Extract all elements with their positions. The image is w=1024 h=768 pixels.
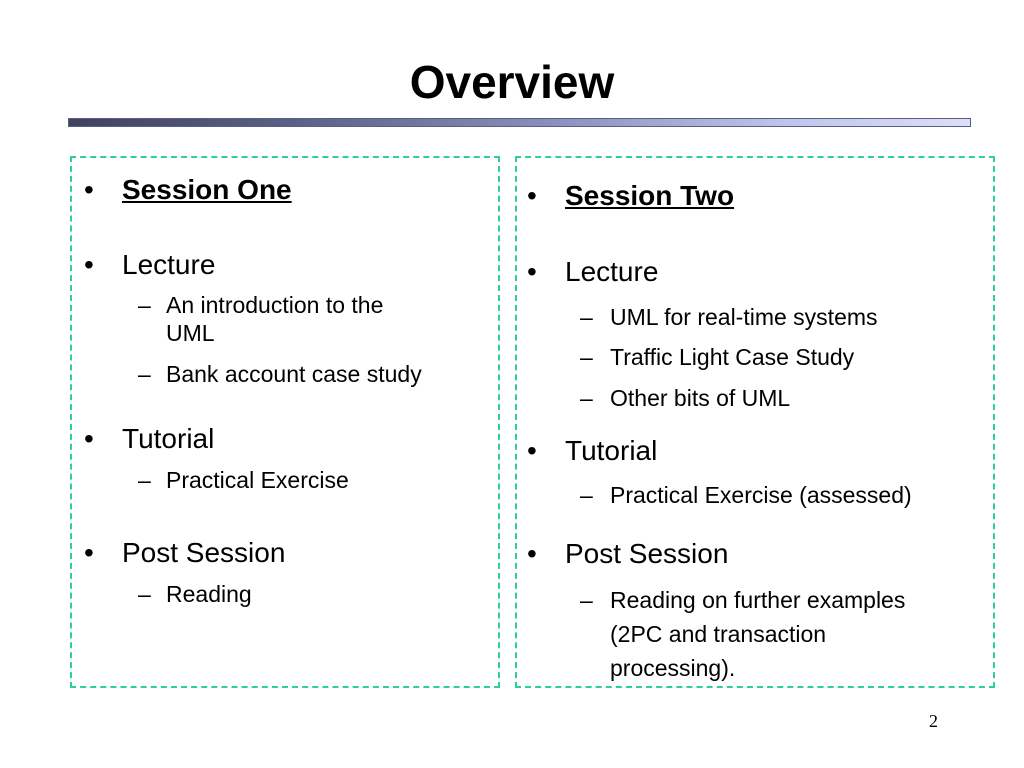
- session-two-heading: Session Two: [565, 180, 735, 211]
- bullet-icon: •: [84, 174, 94, 205]
- right-lecture-label: Lecture: [565, 256, 659, 287]
- left-lecture-item: UML: [166, 320, 215, 346]
- session-one-heading: Session One: [122, 174, 292, 205]
- right-lecture-item: Other bits of UML: [610, 385, 791, 411]
- bullet-icon: •: [84, 537, 94, 568]
- right-tutorial-item: Practical Exercise (assessed): [610, 482, 912, 508]
- bullet-icon: •: [527, 180, 537, 211]
- right-lecture-item: UML for real-time systems: [610, 304, 878, 330]
- page-number: 2: [929, 711, 938, 731]
- session-one-panel: [70, 156, 500, 688]
- left-tutorial-label: Tutorial: [122, 423, 215, 454]
- dash-icon: –: [580, 385, 593, 411]
- dash-icon: –: [580, 344, 593, 370]
- bullet-icon: •: [527, 538, 537, 569]
- right-tutorial-label: Tutorial: [565, 435, 658, 466]
- bullet-icon: •: [84, 423, 94, 454]
- dash-icon: –: [138, 467, 151, 493]
- left-tutorial-item: Practical Exercise: [166, 467, 349, 493]
- dash-icon: –: [138, 361, 151, 387]
- right-post-session-label: Post Session: [565, 538, 729, 569]
- left-lecture-label: Lecture: [122, 249, 216, 280]
- right-post-session-item: (2PC and transaction: [610, 621, 827, 647]
- dash-icon: –: [580, 482, 593, 508]
- dash-icon: –: [138, 581, 151, 607]
- dash-icon: –: [580, 304, 593, 330]
- title-underline-bar: [68, 118, 971, 127]
- left-post-session-item: Reading: [166, 581, 252, 607]
- dash-icon: –: [138, 292, 151, 318]
- left-lecture-item: An introduction to the: [166, 292, 384, 318]
- slide-title: Overview: [409, 56, 615, 108]
- right-post-session-item: Reading on further examples: [610, 587, 906, 613]
- right-lecture-item: Traffic Light Case Study: [610, 344, 855, 370]
- dash-icon: –: [580, 587, 593, 613]
- left-lecture-item: Bank account case study: [166, 361, 422, 387]
- left-post-session-label: Post Session: [122, 537, 286, 568]
- bullet-icon: •: [84, 249, 94, 280]
- bullet-icon: •: [527, 435, 537, 466]
- bullet-icon: •: [527, 256, 537, 287]
- right-post-session-item: processing).: [610, 655, 736, 681]
